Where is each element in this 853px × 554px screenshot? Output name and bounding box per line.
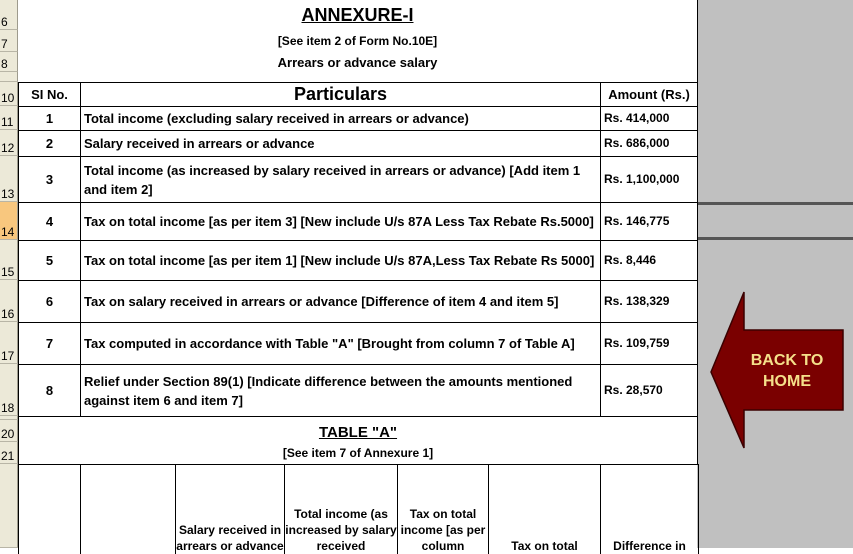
table-a-column-header: Tax on total income [as per column xyxy=(397,464,489,554)
row-header[interactable]: 21 xyxy=(0,442,18,464)
row-header[interactable]: 13 xyxy=(0,156,18,202)
annexure-header xyxy=(18,0,698,82)
row-amount: Rs. 28,570 xyxy=(600,364,698,417)
row-header[interactable]: 10 xyxy=(0,82,18,106)
row-header[interactable]: 17 xyxy=(0,322,18,364)
table-a-column-header: Salary received in arrears or advance xyxy=(175,464,285,554)
row-header[interactable]: 14 xyxy=(0,202,18,240)
row-amount: Rs. 1,100,000 xyxy=(600,156,698,203)
row-sl-no: 2 xyxy=(18,130,81,157)
row-sl-no: 8 xyxy=(18,364,81,417)
outside-print-area xyxy=(697,0,853,548)
back-to-home-label: BACK TO HOME xyxy=(750,352,824,390)
row-particulars: Tax computed in accordance with Table "A" [Brought from column 7 of Table A] xyxy=(80,322,601,365)
header-sl-no: SI No. xyxy=(18,82,81,107)
row-header[interactable] xyxy=(0,464,18,548)
row-sl-no: 5 xyxy=(18,240,81,281)
row-sl-no: 6 xyxy=(18,280,81,323)
row-header[interactable] xyxy=(0,72,18,82)
row-sl-no: 3 xyxy=(18,156,81,203)
table-a-column-header xyxy=(18,464,81,554)
row-amount: Rs. 686,000 xyxy=(600,130,698,157)
table-a-column-header: Difference in xyxy=(600,464,699,554)
table-a-column-header: Tax on total xyxy=(488,464,601,554)
row-particulars: Total income (as increased by salary received in arrears or advance) [Add item 1 and item 2] xyxy=(80,156,601,203)
row-header[interactable]: 18 xyxy=(0,364,18,416)
row-amount: Rs. 8,446 xyxy=(600,240,698,281)
row-header[interactable]: 11 xyxy=(0,106,18,130)
row-amount: Rs. 414,000 xyxy=(600,106,698,131)
row-amount: Rs. 146,775 xyxy=(600,202,698,241)
table-a-column-header: Total income (as increased by salary received xyxy=(284,464,398,554)
row-header[interactable]: 7 xyxy=(0,30,18,52)
row-header[interactable]: 16 xyxy=(0,280,18,322)
annexure-title: ANNEXURE-I xyxy=(301,5,414,25)
table-a-title: TABLE "A" xyxy=(318,424,398,441)
header-amount: Amount (Rs.) xyxy=(600,82,698,107)
annexure-caption: Arrears or advance salary xyxy=(277,55,438,70)
row-particulars: Tax on total income [as per item 1] [New include U/s 87A,Less Tax Rebate Rs 5000] xyxy=(80,240,601,281)
row-particulars: Relief under Section 89(1) [Indicate difference between the amounts mentioned against item 6 and item 7] xyxy=(80,364,601,417)
row-particulars: Total income (excluding salary received in arrears or advance) xyxy=(80,106,601,131)
row-amount: Rs. 109,759 xyxy=(600,322,698,365)
annexure-subtitle: [See item 2 of Form No.10E] xyxy=(277,34,438,48)
selected-row-highlight xyxy=(697,202,853,240)
row-particulars: Tax on salary received in arrears or advance [Difference of item 4 and item 5] xyxy=(80,280,601,323)
row-header[interactable] xyxy=(0,416,18,420)
row-sl-no: 4 xyxy=(18,202,81,241)
row-header[interactable]: 15 xyxy=(0,240,18,280)
row-sl-no: 1 xyxy=(18,106,81,131)
row-amount: Rs. 138,329 xyxy=(600,280,698,323)
row-sl-no: 7 xyxy=(18,322,81,365)
table-a-header xyxy=(18,416,698,464)
header-particulars: Particulars xyxy=(80,82,601,107)
row-particulars: Tax on total income [as per item 3] [New include U/s 87A Less Tax Rebate Rs.5000] xyxy=(80,202,601,241)
row-particulars: Salary received in arrears or advance xyxy=(80,130,601,157)
row-header[interactable]: 6 xyxy=(0,0,18,30)
table-a-column-header xyxy=(80,464,176,554)
back-to-home-button[interactable] xyxy=(707,290,847,452)
row-header[interactable]: 8 xyxy=(0,52,18,72)
row-header[interactable]: 12 xyxy=(0,130,18,156)
row-header[interactable]: 20 xyxy=(0,420,18,442)
table-a-subtitle: [See item 7 of Annexure 1] xyxy=(282,446,434,460)
